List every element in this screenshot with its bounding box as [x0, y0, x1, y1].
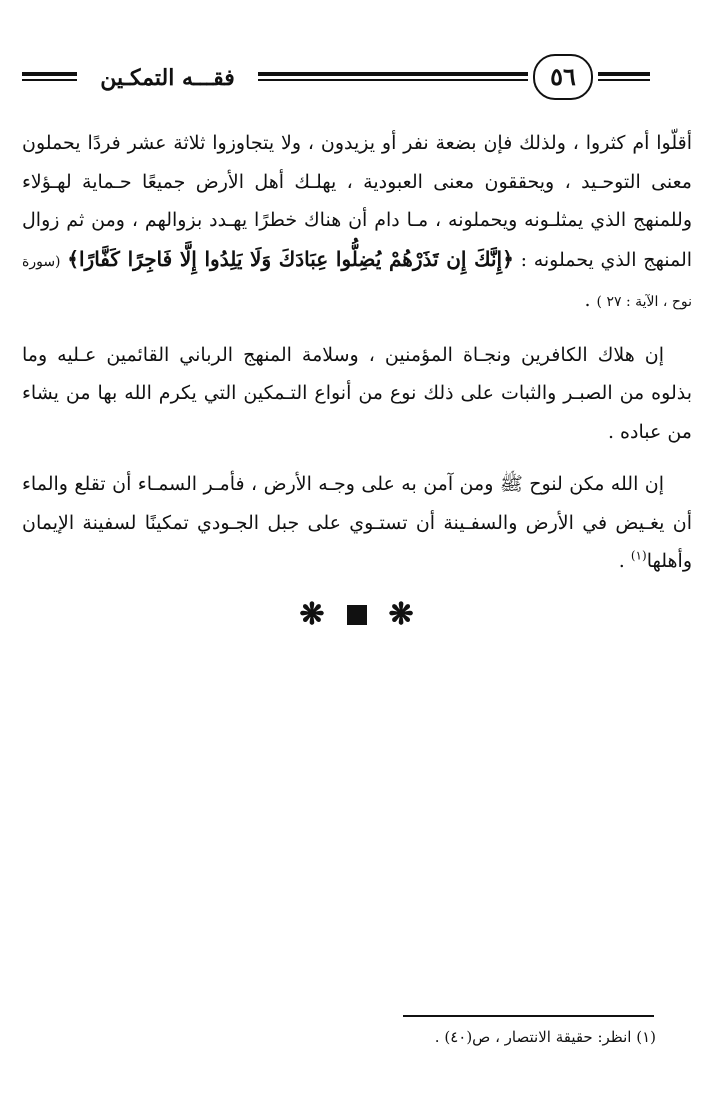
honorific-glyph: ﷺ [499, 473, 523, 495]
footnote-1: (١) انظر: حقيقة الانتصار ، ص(٤٠) . [434, 1028, 656, 1046]
verse-citation: (سورة نوح ، الآية : ٢٧ ) [22, 253, 692, 310]
page-number-text: ٥٦ [550, 62, 576, 91]
page-number [533, 54, 593, 100]
square-icon [347, 605, 367, 625]
section-separator [0, 597, 713, 633]
asterisk-icon: ❋ [388, 597, 414, 632]
footnote-reference: (١) [630, 548, 647, 563]
paragraph-2 [22, 336, 692, 452]
paragraph-3-text-after: ومن آمن به على وجـه الأرض ، فأمـر السمـاء أن تقلع والماء أن يغـيض في الأرض والسفـينة أن تستـوي على جبل الجـودي تمكينًا لسفينة الإيمان وأهلها [22, 473, 692, 572]
paragraph-3-end: . [618, 550, 631, 572]
paragraph-3 [22, 465, 692, 581]
body-text [22, 124, 692, 595]
paragraph-2-text: إن هلاك الكافرين ونجـاة المؤمنين ، وسلامة المنهج الرباني القائمين عـليه وما بذلوه من الصبـر والثبات على ذلك نوع من أنواع التـمكين التي يكرم الله بها من يشاء من عباده . [22, 343, 692, 443]
paragraph-1-end: . [584, 289, 597, 311]
asterisk-icon: ❋ [299, 597, 325, 632]
footnote-divider [403, 1015, 654, 1017]
running-title: فقـــه التمكـين [100, 65, 235, 91]
paragraph-1 [22, 124, 692, 322]
quran-verse: ﴿إِنَّكَ إِن تَذَرْهُمْ يُضِلُّوا عِبَادَكَ وَلَا يَلِدُوا إِلَّا فَاجِرًا كَفَّارًا﴾ [67, 246, 514, 271]
paragraph-1-text: أقلّوا أم كثروا ، ولذلك فإن بضعة نفر أو يزيدون ، ولا يتجاوزوا ثلاثة عشر فردًا يحملون معنى التوحـيد ، ويحققون معنى العبودية ، يهلـك أهل الأرض جميعًا حـماية لهـؤلاء وللمنهج الذي يمثلـونه ويحملونه ، مـا دام أن هناك خطرًا يهـدد بزوالهم ، ومن ثم زوال المنهج الذي يحملونه : [22, 132, 693, 271]
paragraph-3-text-before: إن الله مكن لنوح [522, 473, 665, 495]
page-header [0, 48, 713, 108]
